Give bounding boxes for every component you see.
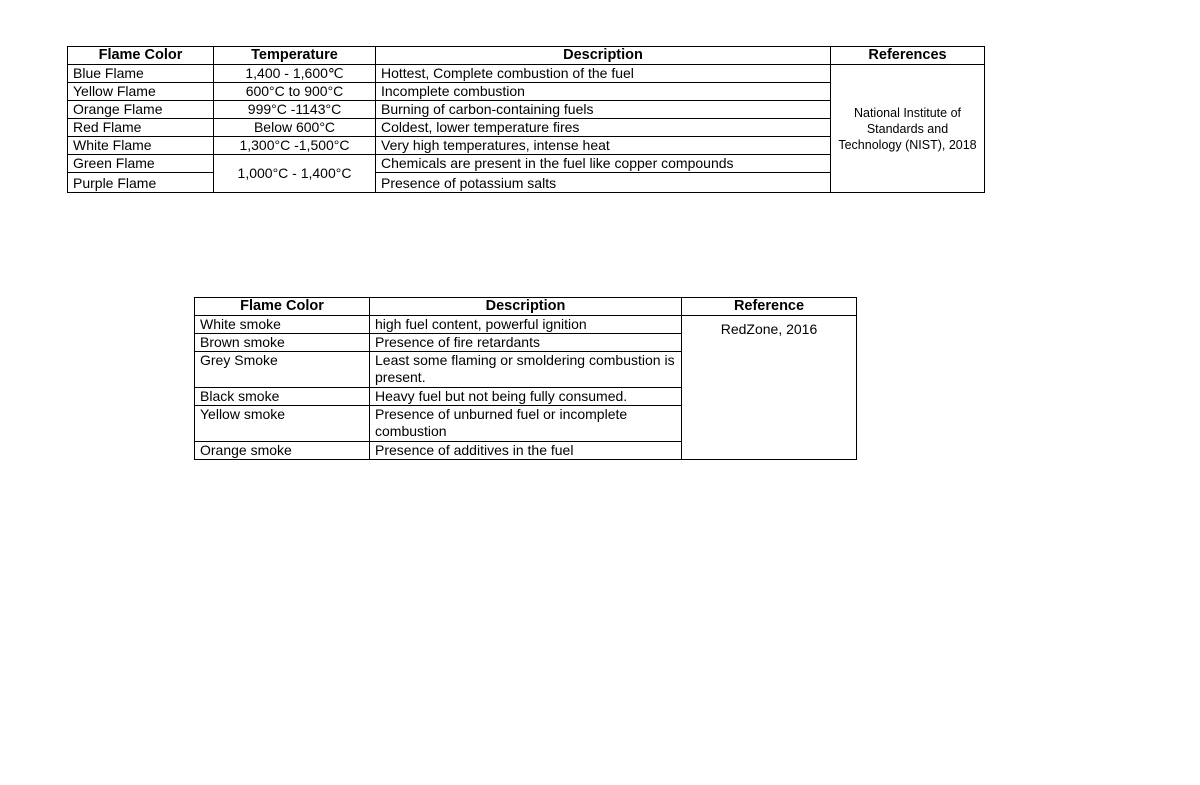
description-cell: high fuel content, powerful ignition	[370, 316, 682, 334]
header-flame-color: Flame Color	[195, 298, 370, 316]
temperature-cell: 1,400 - 1,600℃	[214, 65, 376, 83]
description-cell: Heavy fuel but not being fully consumed.	[370, 388, 682, 406]
flame-color-cell: Blue Flame	[68, 65, 214, 83]
smoke-color-table	[194, 297, 857, 460]
smoke-color-cell: Grey Smoke	[195, 352, 370, 388]
description-cell: Presence of additives in the fuel	[370, 442, 682, 460]
header-description: Description	[376, 47, 831, 65]
temperature-cell: 999°C -1143°C	[214, 101, 376, 119]
smoke-color-cell: Yellow smoke	[195, 406, 370, 442]
temperature-cell: Below 600°C	[214, 119, 376, 137]
temperature-cell: 600°C to 900°C	[214, 83, 376, 101]
description-cell: Very high temperatures, intense heat	[376, 137, 831, 155]
header-temperature: Temperature	[214, 47, 376, 65]
table-row	[195, 316, 857, 334]
description-cell: Incomplete combustion	[376, 83, 831, 101]
temperature-cell: 1,300°C -1,500°C	[214, 137, 376, 155]
smoke-color-cell: Brown smoke	[195, 334, 370, 352]
flame-color-cell: Orange Flame	[68, 101, 214, 119]
header-flame-color: Flame Color	[68, 47, 214, 65]
description-cell: Least some flaming or smoldering combustion is present.	[370, 352, 682, 388]
smoke-color-cell: White smoke	[195, 316, 370, 334]
description-cell: Chemicals are present in the fuel like copper compounds	[376, 155, 831, 173]
table-header-row	[195, 298, 857, 316]
description-cell: Presence of potassium salts	[376, 173, 831, 193]
flame-color-cell: Purple Flame	[68, 173, 214, 193]
smoke-color-cell: Black smoke	[195, 388, 370, 406]
header-reference: Reference	[682, 298, 857, 316]
table-row	[68, 65, 985, 83]
header-references: References	[831, 47, 985, 65]
header-description: Description	[370, 298, 682, 316]
flame-color-cell: Yellow Flame	[68, 83, 214, 101]
flame-color-table	[67, 46, 985, 193]
flame-color-cell: White Flame	[68, 137, 214, 155]
smoke-color-cell: Orange smoke	[195, 442, 370, 460]
description-cell: Hottest, Complete combustion of the fuel	[376, 65, 831, 83]
description-cell: Presence of fire retardants	[370, 334, 682, 352]
description-cell: Presence of unburned fuel or incomplete combustion	[370, 406, 682, 442]
reference-cell: National Institute of Standards and Technology (NIST), 2018	[831, 65, 985, 193]
temperature-cell: 1,000°C - 1,400°C	[214, 155, 376, 193]
flame-color-cell: Green Flame	[68, 155, 214, 173]
table-header-row	[68, 47, 985, 65]
description-cell: Burning of carbon-containing fuels	[376, 101, 831, 119]
reference-cell: RedZone, 2016	[682, 316, 857, 460]
description-cell: Coldest, lower temperature fires	[376, 119, 831, 137]
flame-color-cell: Red Flame	[68, 119, 214, 137]
